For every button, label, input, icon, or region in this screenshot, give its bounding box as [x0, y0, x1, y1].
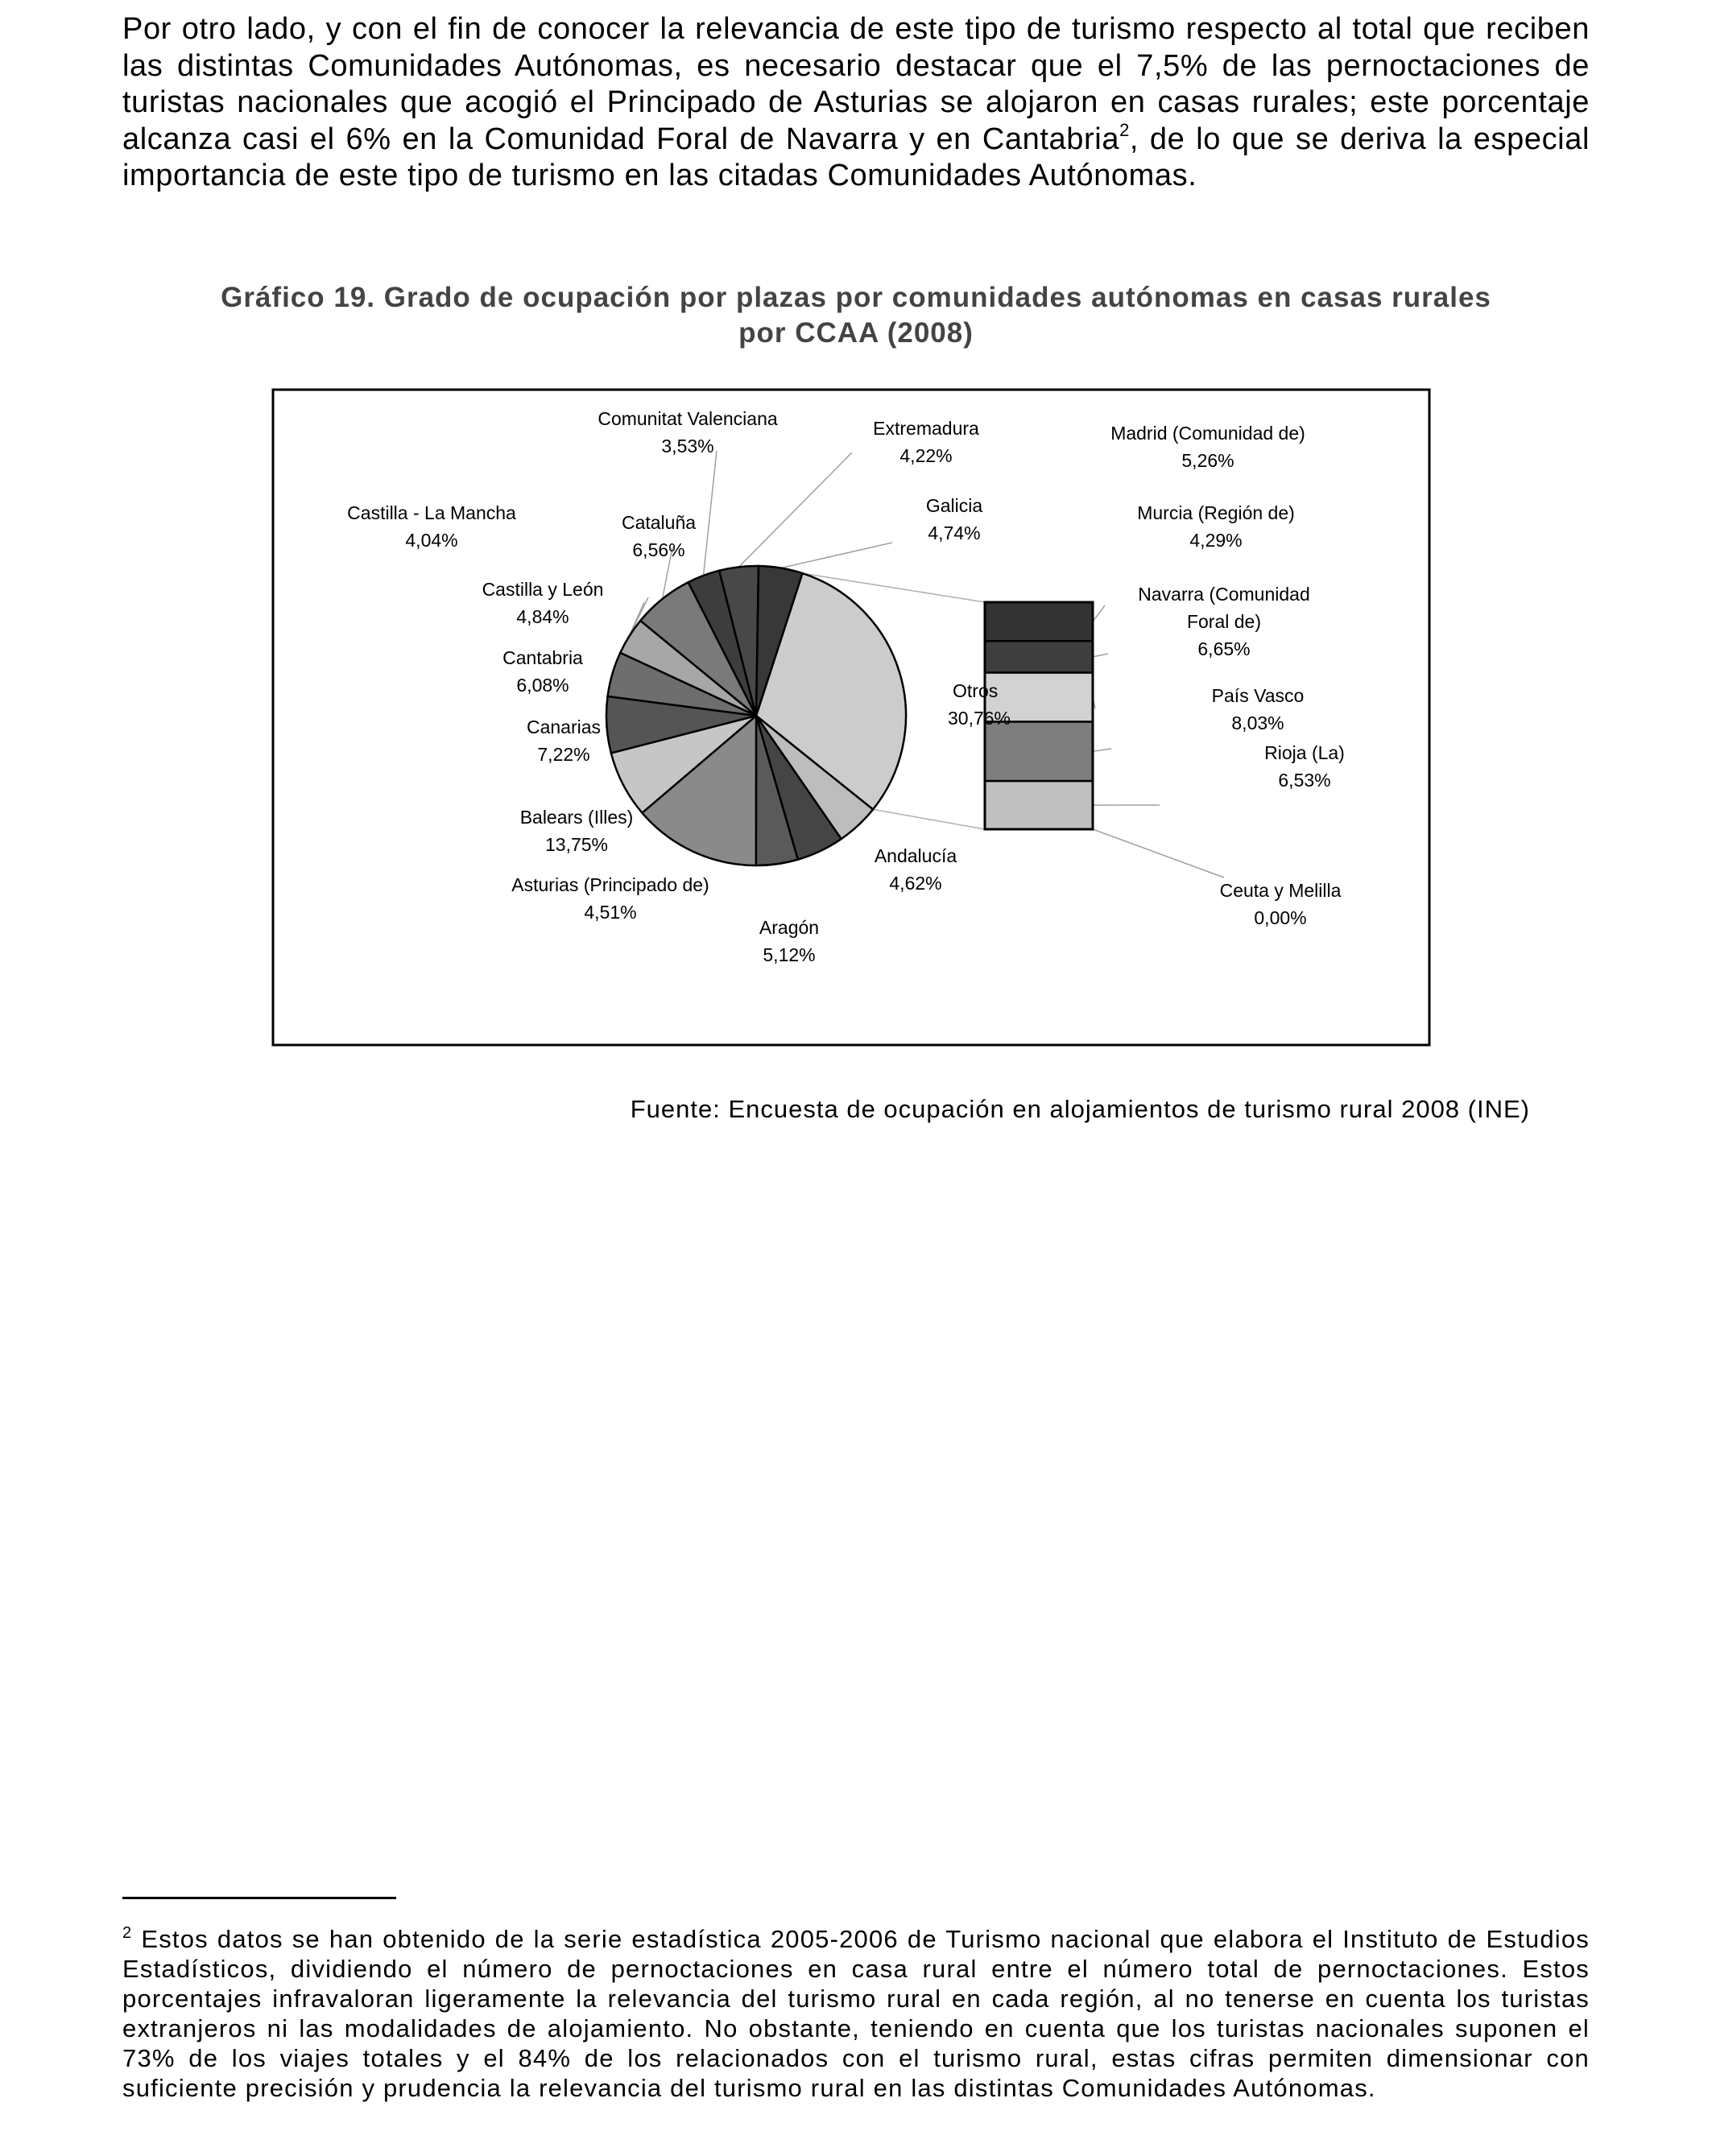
slice-value-aragon: 5,12% — [763, 944, 816, 965]
bar-value-rioja-la: 6,53% — [1278, 770, 1331, 791]
slice-value-otros: 30,76% — [948, 708, 1011, 729]
source-note: Fuente: Encuesta de ocupación en alojamientos de turismo rural 2008 (INE) — [630, 1095, 1530, 1123]
slice-label-asturias-principado-de: Asturias (Principado de) — [511, 874, 709, 895]
chart-title-line-2: por CCAA (2008) — [738, 317, 974, 349]
bar-label-rioja-la: Rioja (La) — [1264, 742, 1345, 763]
slice-label-cataluna: Cataluña — [621, 512, 697, 533]
slice-value-castilla-la-mancha: 4,04% — [405, 530, 458, 551]
footnote — [122, 1924, 1590, 2103]
footnote-reference[interactable]: 2 — [1119, 119, 1130, 140]
bar-segment-madrid-comunidad-de — [985, 602, 1093, 641]
bar-value-ceuta-y-melilla: 0,00% — [1254, 907, 1307, 928]
paragraph-text-continued: , de lo que se deriva la especial importancia de este tipo de turismo en las citadas Comunidades Autónomas. — [122, 122, 1590, 192]
slice-value-andalucia: 4,62% — [889, 873, 942, 894]
paragraph-text: Por otro lado, y con el fin de conocer la relevancia de este tipo de turismo respecto al total que reciben las distintas Comunidades Autónomas, es necesario destacar que el 7,5% de las pernoctaciones de turistas nacionales que acogió el Principado de Asturias se alojaron en casas rurales; este porcentaje alcanza casi el 6% en la Comunidad Foral de Navarra y en Cantabria — [122, 12, 1590, 156]
bar-value-navarra-comunidad-foral-de: 6,65% — [1197, 638, 1251, 659]
slice-value-galicia: 4,74% — [928, 522, 981, 543]
footnote-text: Estos datos se han obtenido de la serie estadística 2005-2006 de Turismo nacional que elabora el Instituto de Estudios Estadísticos, dividiendo el número de pernoctaciones en casa rural entre el número total de pernoctaciones. Estos porcentajes infravaloran ligeramente la relevancia del turismo rural en cada región, al no tenerse en cuenta los turistas extranjeros ni las modalidades de alojamiento. No obstante, teniendo en cuenta que los turistas nacionales suponen el 73% de los viajes totales y el 84% de los relacionados con el turismo rural, estas cifras permiten dimensionar con suficiente precisión y prudencia la relevancia del turismo rural en las distintas Comunidades Autónomas. — [122, 1925, 1590, 2102]
bar-label-murcia-region-de: Murcia (Región de) — [1137, 502, 1295, 523]
bar-label-navarra-comunidad-foral-de-line-2: Foral de) — [1186, 611, 1262, 632]
bar-label-pais-vasco: País Vasco — [1211, 685, 1305, 706]
slice-label-cantabria: Cantabria — [502, 647, 583, 668]
footnote-separator — [122, 1897, 396, 1899]
chart-title-line-1: Gráfico 19. Grado de ocupación por plazas por comunidades autónomas en casas rurales — [221, 282, 1491, 313]
slice-label-galicia: Galicia — [925, 495, 983, 516]
bar-segment-pais-vasco — [985, 722, 1093, 782]
bar-segment-murcia-region-de — [985, 641, 1093, 672]
slice-value-canarias: 7,22% — [537, 744, 590, 765]
footnote-number: 2 — [122, 1924, 133, 1942]
bar-value-madrid-comunidad-de: 5,26% — [1181, 450, 1234, 471]
slice-label-canarias: Canarias — [526, 717, 602, 737]
slice-label-comunitat-valenciana: Comunitat Valenciana — [598, 408, 778, 429]
slice-value-balears-illes: 13,75% — [544, 834, 609, 855]
slice-label-andalucia: Andalucía — [874, 845, 957, 866]
slice-label-extremadura: Extremadura — [873, 418, 979, 439]
slice-value-asturias-principado-de: 4,51% — [584, 902, 637, 923]
slice-value-extremadura: 4,22% — [899, 445, 953, 466]
bar-value-murcia-region-de: 4,29% — [1189, 530, 1243, 551]
slice-value-cantabria: 6,08% — [516, 675, 569, 696]
slice-label-castilla-la-mancha: Castilla - La Mancha — [347, 502, 516, 523]
slice-label-balears-illes: Balears (Illes) — [519, 807, 634, 828]
bar-value-pais-vasco: 8,03% — [1231, 712, 1284, 733]
bar-label-navarra-comunidad-foral-de: Navarra (Comunidad — [1138, 584, 1310, 605]
slice-label-aragon: Aragón — [759, 917, 820, 938]
slice-value-comunitat-valenciana: 3,53% — [661, 436, 714, 456]
bar-label-madrid-comunidad-de: Madrid (Comunidad de) — [1110, 423, 1305, 444]
bar-segment-rioja-la — [985, 781, 1093, 829]
slice-value-cataluna: 6,56% — [632, 539, 685, 560]
bar-label-ceuta-y-melilla: Ceuta y Melilla — [1219, 880, 1342, 901]
slice-label-otros: Otros — [953, 680, 999, 701]
slice-label-castilla-y-leon: Castilla y León — [482, 579, 604, 600]
slice-value-castilla-y-leon: 4,84% — [516, 606, 569, 627]
